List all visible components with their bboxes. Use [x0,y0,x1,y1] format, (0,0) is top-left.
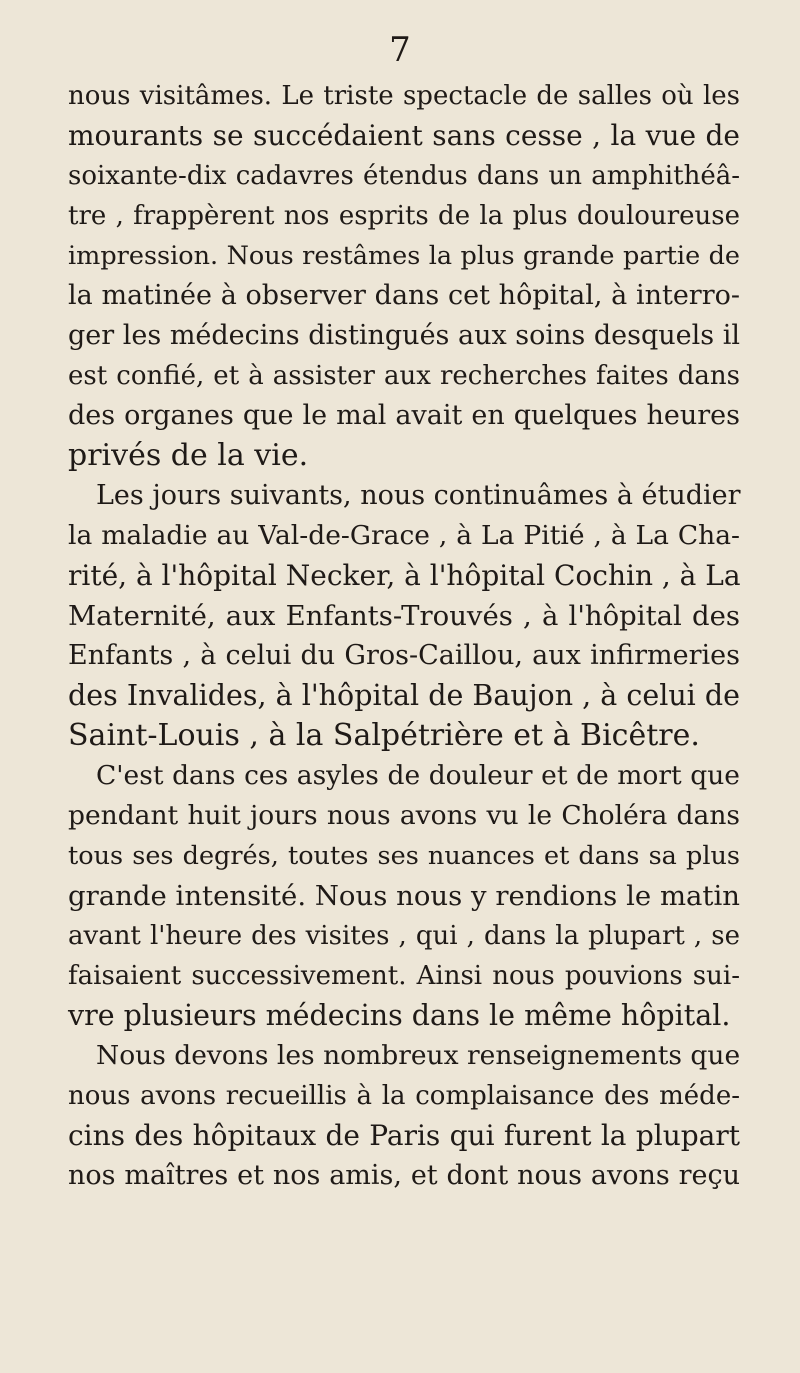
text-line: pendant huit jours nous avons vu le Choléra dans [68,800,740,831]
text-line: des organes que le mal avait en quelques heures [68,400,740,431]
body-text [68,76,740,1196]
text-line: soixante-dix cadavres étendus dans un amphithéâ- [68,161,740,191]
text-line: C'est dans ces asyles de douleur et de mort que [96,760,740,791]
text-line: grande intensité. Nous nous y rendions le matin [68,880,740,912]
page-number: 7 [389,30,411,70]
text-line: la maladie au Val-de-Grace , à La Pitié , à La Cha- [68,520,740,551]
text-line: Maternité, aux Enfants-Trouvés , à l'hôpital des [68,600,740,632]
text-line: avant l'heure des visites , qui , dans la plupart , se [68,921,740,951]
text-line: rité, à l'hôpital Necker, à l'hôpital Cochin , à La [68,559,741,592]
text-line: Saint-Louis , à la Salpétrière et à Bicêtre. [68,718,700,753]
text-line: tous ses degrés, toutes ses nuances et dans sa plus [68,841,740,871]
text-line: vre plusieurs médecins dans le même hôpital. [68,999,731,1032]
text-line: Les jours suivants, nous continuâmes à étudier [96,480,741,511]
text-line: la matinée à observer dans cet hôpital, à interro- [68,280,740,311]
text-line: mourants se succédaient sans cesse , la vue de [68,119,740,152]
text-line: faisaient successivement. Ainsi nous pouvions sui- [68,961,740,991]
text-line: nos maîtres et nos amis, et dont nous avons reçu [68,1160,740,1191]
text-line: des Invalides, à l'hôpital de Baujon , à celui de [68,679,740,712]
text-line: nous avons recueillis à la complaisance des méde- [68,1081,740,1111]
text-line: impression. Nous restâmes la plus grande partie de [68,241,740,271]
text-line: Nous devons les nombreux renseignements que [96,1040,741,1071]
text-line: Enfants , à celui du Gros-Caillou, aux infirmeries [68,640,740,671]
text-line: ger les médecins distingués aux soins desquels il [68,320,740,351]
text-line: est confié, et à assister aux recherches faites dans [68,361,740,391]
text-line: nous visitâmes. Le triste spectacle de salles où les [68,81,740,111]
text-line: tre , frappèrent nos esprits de la plus douloureuse [68,201,740,231]
text-line: cins des hôpitaux de Paris qui furent la plupart [68,1119,740,1152]
text-line: privés de la vie. [68,438,309,473]
